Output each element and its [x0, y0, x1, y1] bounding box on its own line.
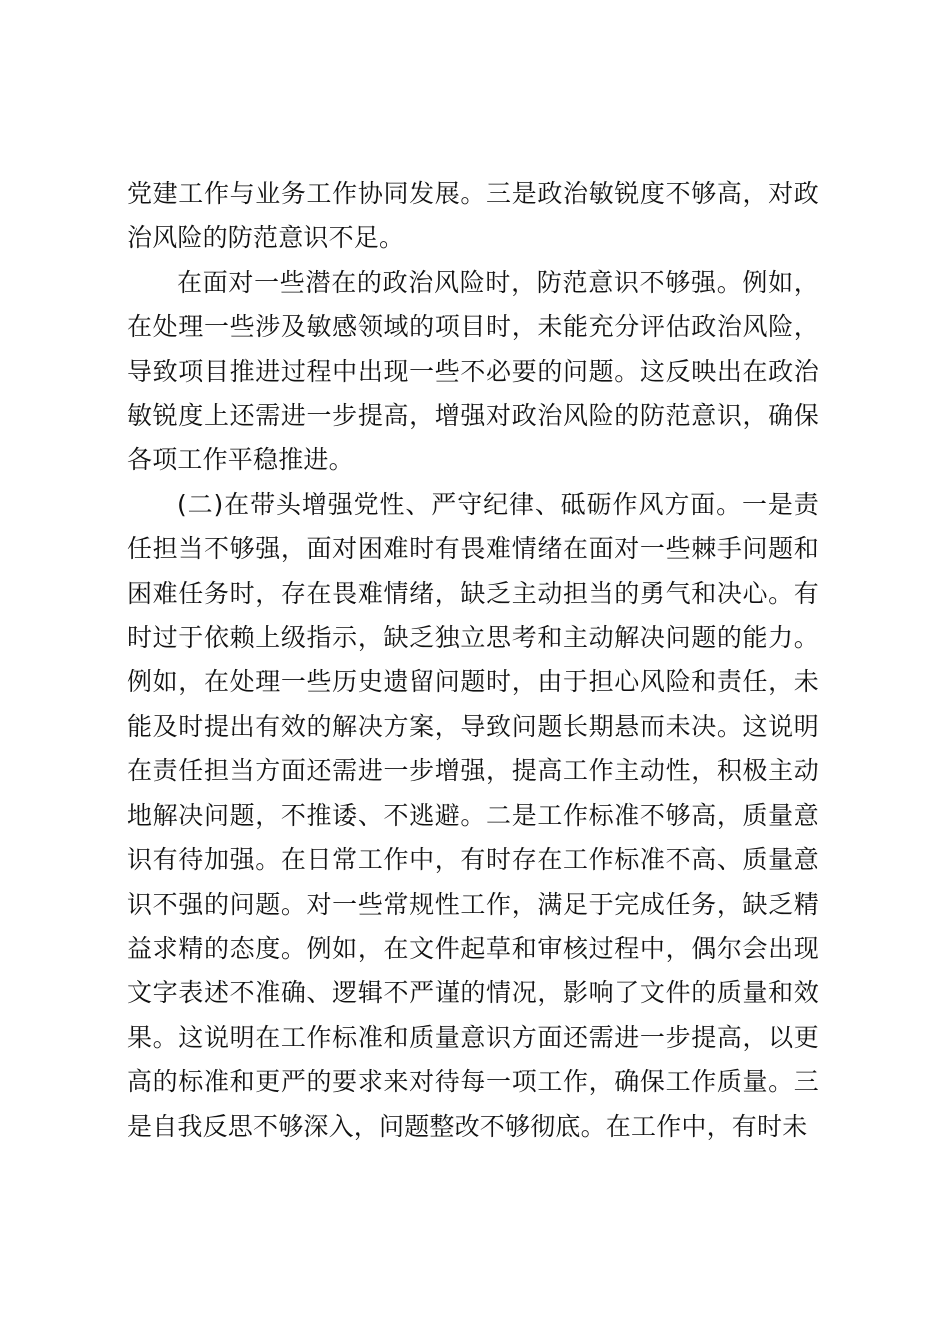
paragraph-2: 在面对一些潜在的政治风险时，防范意识不够强。例如，在处理一些涉及敏感领域的项目时，未能充分评估政治风险，导致项目推进过程中出现一些不必要的问题。这反映出在政治敏锐度上还需进一步提高，增强对政治风险的防范意识，确保各项工作平稳推进。 [127, 267, 819, 475]
document-body [127, 172, 819, 1149]
paragraph-1: 党建工作与业务工作协同发展。三是政治敏锐度不够高，对政治风险的防范意识不足。 [127, 179, 819, 253]
paragraph-3: (二)在带头增强党性、严守纪律、砥砺作风方面。一是责任担当不够强，面对困难时有畏难情绪在面对一些棘手问题和困难任务时，存在畏难情绪，缺乏主动担当的勇气和决心。有时过于依赖上级指示，缺乏独立思考和主动解决问题的能力。例如，在处理一些历史遗留问题时，由于担心风险和责任，未能及时提出有效的解决方案，导致问题长期悬而未决。这说明在责任担当方面还需进一步增强，提高工作主动性，积极主动地解决问题，不推诿、不逃避。二是工作标准不够高，质量意识有待加强。在日常工作中，有时存在工作标准不高、质量意识不强的问题。对一些常规性工作，满足于完成任务，缺乏精益求精的态度。例如，在文件起草和审核过程中，偶尔会出现文字表述不准确、逻辑不严谨的情况，影响了文件的质量和效果。这说明在工作标准和质量意识方面还需进一步提高，以更高的标准和更严的要求来对待每一项工作，确保工作质量。三是自我反思不够深入，问题整改不够彻底。在工作中，有时未 [127, 489, 819, 1141]
